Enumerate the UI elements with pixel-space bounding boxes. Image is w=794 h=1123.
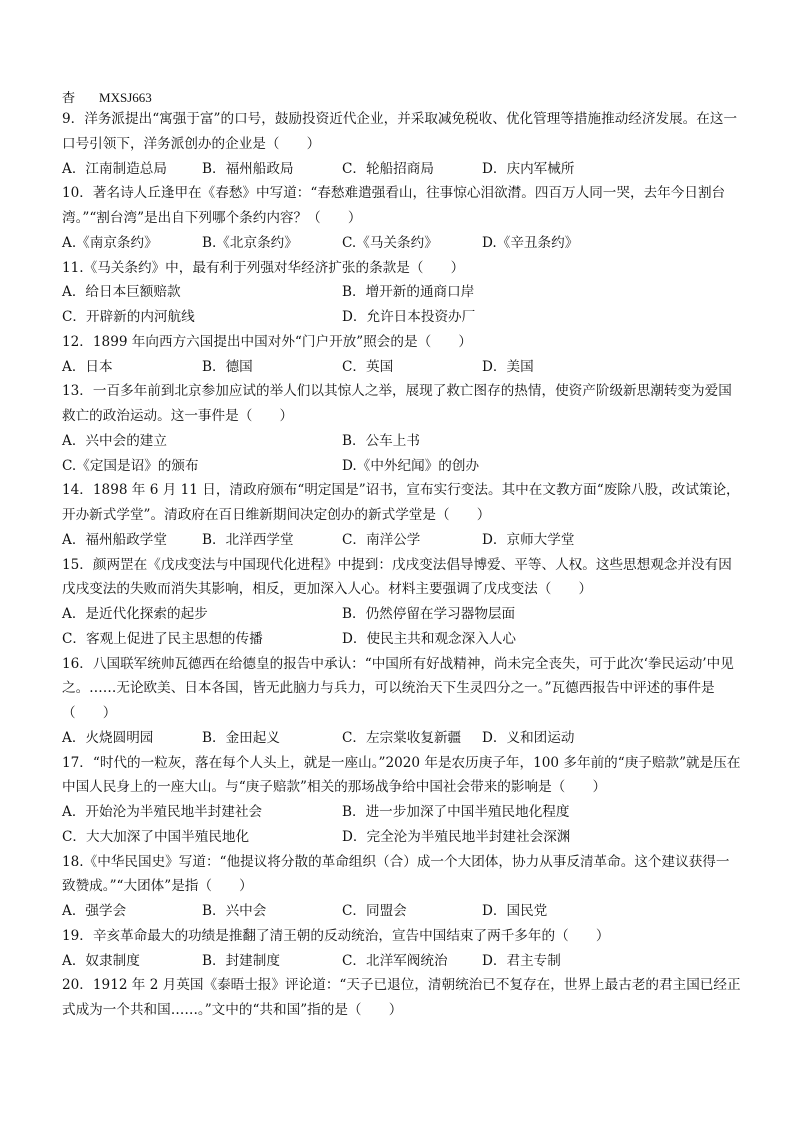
answer-option[interactable]: B．仍然停留在学习器物层面: [342, 606, 516, 622]
answer-option[interactable]: B．金田起义: [202, 729, 280, 746]
options-row: [62, 825, 742, 850]
question-stem: 10．著名诗人丘逢甲在《春愁》中写道：“春愁难遣强看山，往事惊心泪欲潸。四百万人同一哭，去年今日割台湾。”“割台湾”是出自下列哪个条约内容？（ ）: [62, 185, 726, 226]
answer-option[interactable]: C．客观上促进了民主思想的传播: [62, 630, 263, 647]
question-block: [62, 652, 742, 751]
answer-option[interactable]: C.《定国是诏》的颁布: [62, 457, 199, 474]
question-stem: 14．1898 年 6 月 11 日，清政府颁布“明定国是”诏书，宣布实行变法。其中在文教方面“废除八股，改试策论，开办新式学堂”。清政府在百日维新期间决定创办的新式学堂是（ ）: [62, 482, 740, 523]
answer-option[interactable]: B．德国: [202, 358, 253, 375]
options-row: [62, 602, 742, 627]
answer-option[interactable]: B．福州船政局: [202, 160, 294, 177]
options-row: [62, 800, 742, 825]
question-stem: 19．辛亥革命最大的功绩是推翻了清王朝的反动统治，宣告中国结束了两千多年的（ ）: [62, 927, 610, 944]
question-stem: 16．八国联军统帅瓦德西在给德皇的报告中承认：“中国所有好战精神，尚未完全丧失，可于此次‘拳民运动’中见之。……无论欧美、日本各国，皆无此脑力与兵力，可以统治天下生灵四分之一。”瓦德西报告中评述的事件是（ ）: [62, 655, 734, 721]
question-block: [62, 330, 742, 380]
answer-option[interactable]: A．火烧圆明园: [62, 729, 154, 746]
header-prefix: 杳: [62, 91, 76, 106]
question-stem: 13．一百多年前到北京参加应试的举人们以其惊人之举，展现了救亡图存的热情，使资产阶级新思潮转变为爱国救亡的政治运动。这一事件是（ ）: [62, 383, 732, 424]
options-row: [62, 429, 742, 454]
options-row: [62, 157, 742, 182]
answer-option[interactable]: B.《北京条约》: [202, 234, 298, 251]
answer-option[interactable]: A．开始沦为半殖民地半封建社会: [62, 804, 263, 820]
options-row: [62, 454, 742, 479]
answer-option[interactable]: A.《南京条约》: [62, 234, 158, 251]
answer-option[interactable]: D．君主专制: [482, 952, 561, 969]
answer-option[interactable]: D．使民主共和观念深入人心: [342, 630, 517, 647]
question-stem: 9．洋务派提出“寓强于富”的口号，鼓励投资近代企业，并采取减免税收、优化管理等措施推动经济发展。在这一口号引领下，洋务派创办的企业是（ ）: [62, 111, 738, 152]
exam-page: [62, 88, 742, 1023]
answer-option[interactable]: C．左宗棠收复新疆: [342, 729, 462, 746]
question-stem: 12．1899 年向西方六国提出中国对外“门户开放”照会的是（ ）: [62, 333, 472, 350]
answer-option[interactable]: B．公车上书: [342, 432, 420, 449]
options-row: [62, 949, 742, 974]
question-block: [62, 379, 742, 478]
options-row: [62, 726, 742, 751]
answer-option[interactable]: D．京师大学堂: [482, 531, 575, 548]
answer-option[interactable]: C.《马关条约》: [342, 234, 438, 251]
answer-option[interactable]: D．庆内军械所: [482, 160, 575, 177]
question-stem: 15．颜两罡在《戊戌变法与中国现代化进程》中提到：戊戌变法倡导博爱、平等、人权。这些思想观念并没有因戊戌变法的失败而消失其影响，相反，更加深入人心。材料主要强调了戊戌变法（ ）: [62, 556, 732, 598]
answer-option[interactable]: A．江南制造总局: [62, 160, 167, 177]
question-list: [62, 107, 742, 1023]
question-block: [62, 924, 742, 974]
answer-option[interactable]: C．开辟新的内河航线: [62, 309, 195, 325]
answer-option[interactable]: D．国民党: [482, 903, 548, 919]
answer-option[interactable]: C．英国: [342, 358, 394, 375]
question-block: [62, 107, 742, 181]
answer-option[interactable]: C．北洋军阀统治: [342, 952, 448, 969]
answer-option[interactable]: A．福州船政学堂: [62, 531, 167, 548]
question-block: [62, 973, 742, 1023]
answer-option[interactable]: A．给日本巨额赔款: [62, 284, 181, 301]
answer-option[interactable]: C．同盟会: [342, 903, 407, 919]
answer-option[interactable]: A．日本: [62, 358, 113, 375]
question-block: [62, 181, 742, 255]
answer-option[interactable]: D.《中外纪闻》的创办: [342, 457, 480, 474]
paper-code: MXSJ663: [99, 90, 152, 105]
options-row: [62, 280, 742, 305]
answer-option[interactable]: A．兴中会的建立: [62, 432, 167, 449]
question-block: [62, 256, 742, 330]
question-block: [62, 850, 742, 924]
answer-option[interactable]: C．大大加深了中国半殖民地化: [62, 828, 250, 845]
answer-option[interactable]: C．南洋公学: [342, 531, 421, 548]
question-stem: 17．“时代的一粒灰，落在每个人头上，就是一座山。”2020 年是农历庚子年，100 多年前的“庚子赔款”就是压在中国人民身上的一座大山。与“庚子赔款”相关的那场战争给中国社会带来的影响是（ ）: [62, 754, 741, 796]
options-row: [62, 355, 742, 380]
question-stem: 18.《中华民国史》写道：“他提议将分散的革命组织（合）成一个大团体，协力从事反清革命。这个建议获得一致赞成。”“大团体”是指（ ）: [62, 853, 730, 895]
question-block: [62, 478, 742, 552]
answer-option[interactable]: D．完全沦为半殖民地半封建社会深渊: [342, 828, 571, 845]
answer-option[interactable]: D．美国: [482, 358, 534, 375]
answer-option[interactable]: B．进一步加深了中国半殖民地化程度: [342, 804, 570, 820]
question-stem: 20．1912 年 2 月英国《泰晤士报》评论道：“天子已退位，清朝统治已不复存在，世界上最古老的君主国已经正式成为一个共和国……。”文中的“共和国”指的是（ ）: [62, 977, 741, 1018]
answer-option[interactable]: D．义和团运动: [482, 729, 575, 746]
options-row: [62, 231, 742, 256]
answer-option[interactable]: B．封建制度: [202, 952, 280, 969]
options-row: [62, 899, 742, 924]
answer-option[interactable]: C．轮船招商局: [342, 160, 434, 177]
answer-option[interactable]: A．奴隶制度: [62, 952, 140, 969]
answer-option[interactable]: B．北洋西学堂: [202, 531, 294, 548]
options-row: [62, 627, 742, 652]
question-block: [62, 751, 742, 850]
answer-option[interactable]: A．强学会: [62, 903, 127, 919]
options-row: [62, 305, 742, 330]
answer-option[interactable]: B．增开新的通商口岸: [342, 284, 475, 301]
answer-option[interactable]: A．是近代化探索的起步: [62, 606, 208, 622]
options-row: [62, 528, 742, 553]
answer-option[interactable]: D．允许日本投资办厂: [342, 309, 476, 325]
question-block: [62, 553, 742, 652]
question-stem: 11.《马关条约》中，最有利于列强对华经济扩张的条款是（ ）: [62, 259, 465, 276]
answer-option[interactable]: D.《辛丑条约》: [482, 234, 579, 251]
answer-option[interactable]: B．兴中会: [202, 903, 267, 919]
page-header: [62, 88, 742, 107]
